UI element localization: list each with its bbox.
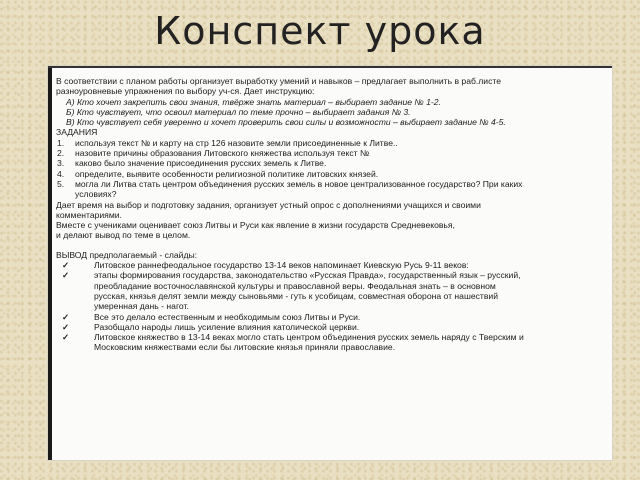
document-scan [48, 66, 612, 460]
instruction-item: Б) Кто чувствует, что освоил материал по теме прочно – выбирает задания № 3. [66, 106, 411, 117]
checkmark-icon: ✓ [62, 311, 70, 322]
conclusion-text: Литовское княжество в 13-14 веках могло стать центром объединения русских земель наряду с Тверским и [94, 332, 524, 343]
tasks-heading: ЗАДАНИЯ [56, 127, 98, 138]
conclusion-item [56, 270, 608, 280]
task-continuation: условиях? [75, 189, 117, 200]
task-item [56, 138, 608, 148]
task-text: определите, выявите особенности религиозной политике литовских князей. [75, 168, 379, 179]
conclusion-continuation: преобладание восточнославянской культуры и православной веры. Феодальная знать – в основном [94, 280, 496, 291]
intro-line: разноуровневые упражнения по выбору уч-ся. Дает инструкцию: [56, 86, 315, 97]
conclusion-text: этапы формирования государства, законодательство «Русская Правда», государственный язык – русский, [94, 270, 521, 281]
task-text: используя текст № и карту на стр 126 назовите земли присоединенные к Литве.. [75, 137, 398, 148]
document-content [56, 76, 608, 353]
task-number: 4. [57, 168, 65, 179]
task-item [56, 148, 608, 158]
together-line: Вместе с учениками оценивает союз Литвы и Руси как явление в жизни государств Средневековья, [56, 220, 455, 231]
conclusion-item [56, 312, 608, 322]
instruction-item: В) Кто чувствует себя уверенно и хочет проверить свои силы и возможности – выбирает задание № 4-5. [66, 117, 506, 128]
checkmark-icon: ✓ [62, 260, 70, 271]
time-line: комментариями. [56, 209, 122, 220]
task-text: могла ли Литва стать центром объединения русских земель в новое централизованное государство? При каких [75, 178, 523, 189]
conclusion-heading: ВЫВОД предполагаемый - слайды: [56, 249, 198, 260]
conclusion-item [56, 260, 608, 270]
task-number: 2. [57, 148, 65, 159]
task-item [56, 179, 608, 189]
conclusion-text: Разобщало народы лишь усиление влияния католической церкви. [94, 321, 360, 332]
slide-title: Конспект урока [154, 9, 486, 53]
task-item [56, 158, 608, 168]
together-line: и делают вывод по теме в целом. [56, 230, 191, 241]
intro-line: В соответствии с планом работы организует выработку умений и навыков – предлагает выполнить в раб.листе [56, 76, 502, 86]
instruction-item: А) Кто хочет закрепить свои знания, твёрже знать материал – выбирает задание № 1-2. [66, 96, 441, 107]
checkmark-icon: ✓ [62, 270, 70, 281]
checkmark-icon: ✓ [62, 332, 70, 343]
conclusion-item [56, 322, 608, 332]
conclusion-continuation: Московским княжествами если бы литовские князья приняли православие. [94, 342, 396, 353]
conclusion-text: Все это делало естественным и необходимым союз Литвы и Руси. [94, 311, 361, 322]
scan-edge-left [48, 66, 52, 460]
time-line: Дает время на выбор и подготовку задания, организует устный опрос с дополнениями учащихся и своими [56, 199, 481, 210]
task-text: каково было значение присоединения русских земель к Литве. [75, 158, 327, 169]
checkmark-icon: ✓ [62, 321, 70, 332]
task-number: 3. [57, 158, 65, 169]
task-text: назовите причины образования Литовского княжества используя текст № [75, 148, 370, 159]
conclusion-continuation: русская, князья делят земли между сыновьями - гуть к усобицам, совместная оборона от нашествий [94, 290, 499, 301]
task-item [56, 169, 608, 179]
scan-edge-top [48, 66, 612, 68]
task-number: 1. [57, 137, 65, 148]
conclusion-text: Литовское раннефеодальное государство 13-14 веков напоминает Киевскую Русь 9-11 веков: [94, 260, 469, 271]
task-number: 5. [57, 178, 65, 189]
conclusion-continuation: умеренная дань - нагот. [94, 301, 189, 312]
conclusion-item [56, 332, 608, 342]
